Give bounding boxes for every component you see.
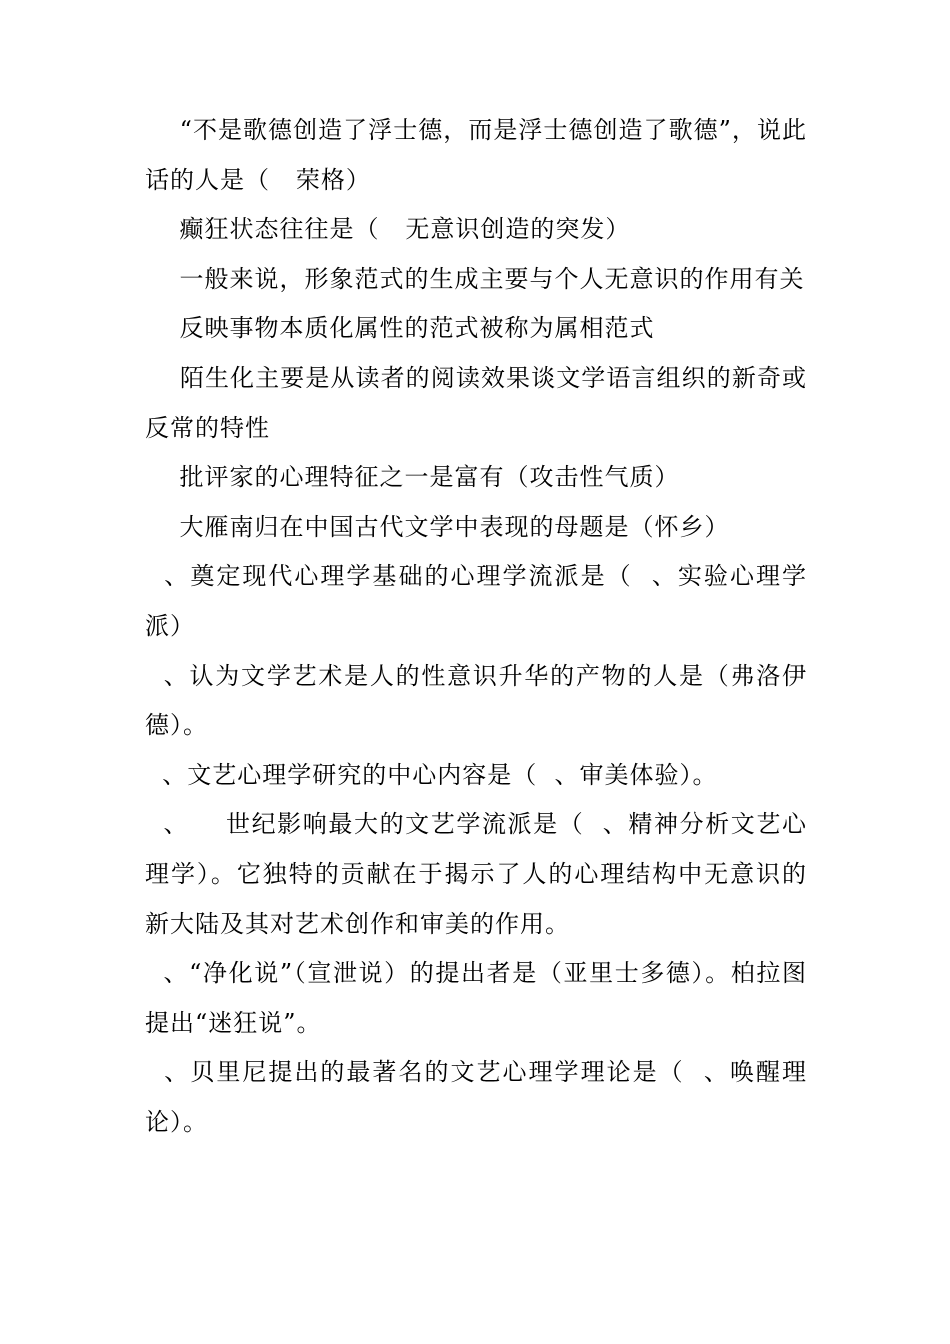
paragraph: 、奠定现代心理学基础的心理学流派是（ 、实验心理学派） [145,562,807,640]
paragraph: 陌生化主要是从读者的阅读效果谈文学语言组织的新奇或反常的特性 [145,363,808,442]
paragraph: 一般来说，形象范式的生成主要与个人无意识的作用有关 [145,264,805,293]
document-body [145,106,807,1147]
paragraph: “不是歌德创造了浮士德，而是浮士德创造了歌德”，说此话的人是（ 荣格） [145,116,808,194]
paragraph: 、认为文学艺术是人的性意识升华的产物的人是（弗洛伊德）。 [145,661,807,740]
paragraph: 大雁南归在中国古代文学中表现的母题是（怀乡） [145,512,730,541]
paragraph: 反映事物本质化属性的范式被称为属相范式 [145,314,655,343]
paragraph: 、“净化说”（宣泄说）的提出者是（亚里士多德）。柏拉图提出“迷狂说”。 [145,959,807,1037]
paragraph: 、文艺心理学研究的中心内容是（ 、审美体验）。 [145,760,718,789]
paragraph: 、贝里尼提出的最著名的文艺心理学理论是（ 、唤醒理论）。 [145,1058,807,1136]
paragraph: 癫狂状态往往是（ 无意识创造的突发） [145,215,631,244]
paragraph: 批评家的心理特征之一是富有（攻击性气质） [145,463,680,492]
paragraph: 、 世纪影响最大的文艺学流派是（ 、精神分析文艺心理学）。它独特的贡献在于揭示了人的心理结构中无意识的新大陆及其对艺术创作和审美的作用。 [145,810,807,938]
